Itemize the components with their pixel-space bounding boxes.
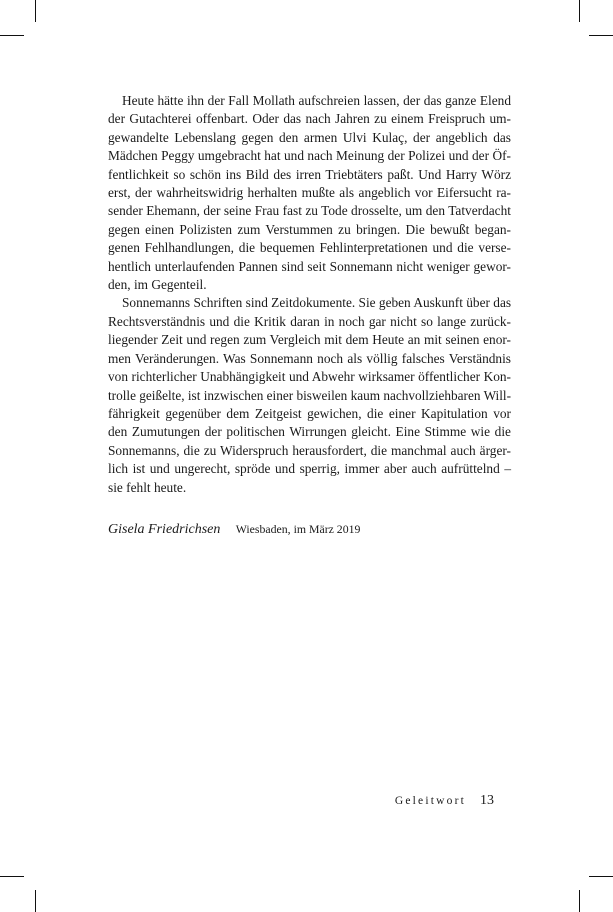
text-line: sie fehlt heute. bbox=[108, 479, 187, 495]
text-line: fentlichkeit so schön ins Bild des irren Triebtäters paßt. Und Harry Wörz bbox=[108, 166, 511, 182]
text-line: liegender Zeit und regen zum Vergleich mit dem Heute an mit seinen enor- bbox=[108, 332, 511, 348]
running-footer-section: Geleitwort bbox=[394, 795, 466, 807]
text-line: men Veränderungen. Was Sonnemann noch als völlig falsches Verständnis bbox=[108, 350, 511, 366]
text-line: gewandelte Lebenslang gegen den armen Ulvi Kulaç, der angeblich das bbox=[108, 129, 511, 145]
place-date: Wiesbaden, im März 2019 bbox=[235, 522, 361, 536]
crop-mark-bottom-right-vertical bbox=[579, 890, 580, 912]
text-line: sender Ehemann, der seine Frau fast zu Tode drosselte, um den Tatverdacht bbox=[108, 203, 511, 219]
text-line: Sonnemanns Schriften sind Zeitdokumente. Sie geben Auskunft über das bbox=[122, 295, 512, 311]
page-footer bbox=[0, 791, 494, 809]
crop-mark-bottom-right-horizontal bbox=[589, 876, 613, 877]
text-line: den, im Gegenteil. bbox=[108, 277, 207, 293]
text-line: genen Fehlhandlungen, die bequemen Fehlinterpretationen und die verse- bbox=[108, 240, 511, 256]
signature-line bbox=[108, 521, 360, 538]
paragraph bbox=[108, 92, 511, 294]
crop-mark-top-right-vertical bbox=[579, 0, 580, 22]
crop-mark-bottom-left-vertical bbox=[35, 890, 36, 912]
text-line: fährigkeit gegenüber dem Zeitgeist gewichen, die einer Kapitulation vor bbox=[108, 405, 511, 421]
text-line: hentlich unterlaufenden Pannen sind seit Sonnemann nicht weniger gewor- bbox=[108, 258, 511, 274]
crop-mark-top-right-horizontal bbox=[589, 35, 613, 36]
text-line: trolle geißelte, ist inzwischen einer bisweilen kaum nachvollziehbaren Will- bbox=[108, 387, 511, 403]
text-line: Sonnemanns, die zu Widerspruch herausfordert, die manchmal auch ärger- bbox=[108, 442, 511, 458]
text-line: von richterlicher Unabhängigkeit und Abwehr wirksamer öffentlicher Kon- bbox=[108, 369, 511, 385]
paragraph bbox=[108, 294, 511, 496]
text-line: lich ist und ungerecht, spröde und sperrig, immer aber auch aufrüttelnd – bbox=[108, 461, 511, 477]
page-number: 13 bbox=[480, 793, 494, 808]
text-line: der Gutachterei offenbart. Oder das nach Jahren zu einem Freispruch um- bbox=[108, 111, 511, 127]
crop-mark-bottom-left-horizontal bbox=[0, 876, 24, 877]
body-text bbox=[108, 92, 511, 497]
text-line: den Zumutungen der politischen Wirrungen gleicht. Eine Stimme wie die bbox=[108, 424, 511, 440]
crop-mark-top-left-vertical bbox=[35, 0, 36, 22]
author-name: Gisela Friedrichsen bbox=[108, 522, 221, 537]
text-line: Rechtsverständnis und die Kritik daran in noch gar nicht so lange zurück- bbox=[108, 313, 511, 329]
text-line: Heute hätte ihn der Fall Mollath aufschreien lassen, der das ganze Elend bbox=[122, 93, 511, 108]
text-line: gegen einen Polizisten zum Verstummen zu bringen. Die bewußt began- bbox=[108, 221, 511, 237]
text-line: Mädchen Peggy umgebracht hat und nach Meinung der Polizei und der Öf- bbox=[108, 148, 511, 164]
text-line: erst, der wahrheitswidrig herhalten mußte als angeblich vor Eifersucht ra- bbox=[108, 185, 511, 201]
crop-mark-top-left-horizontal bbox=[0, 35, 24, 36]
